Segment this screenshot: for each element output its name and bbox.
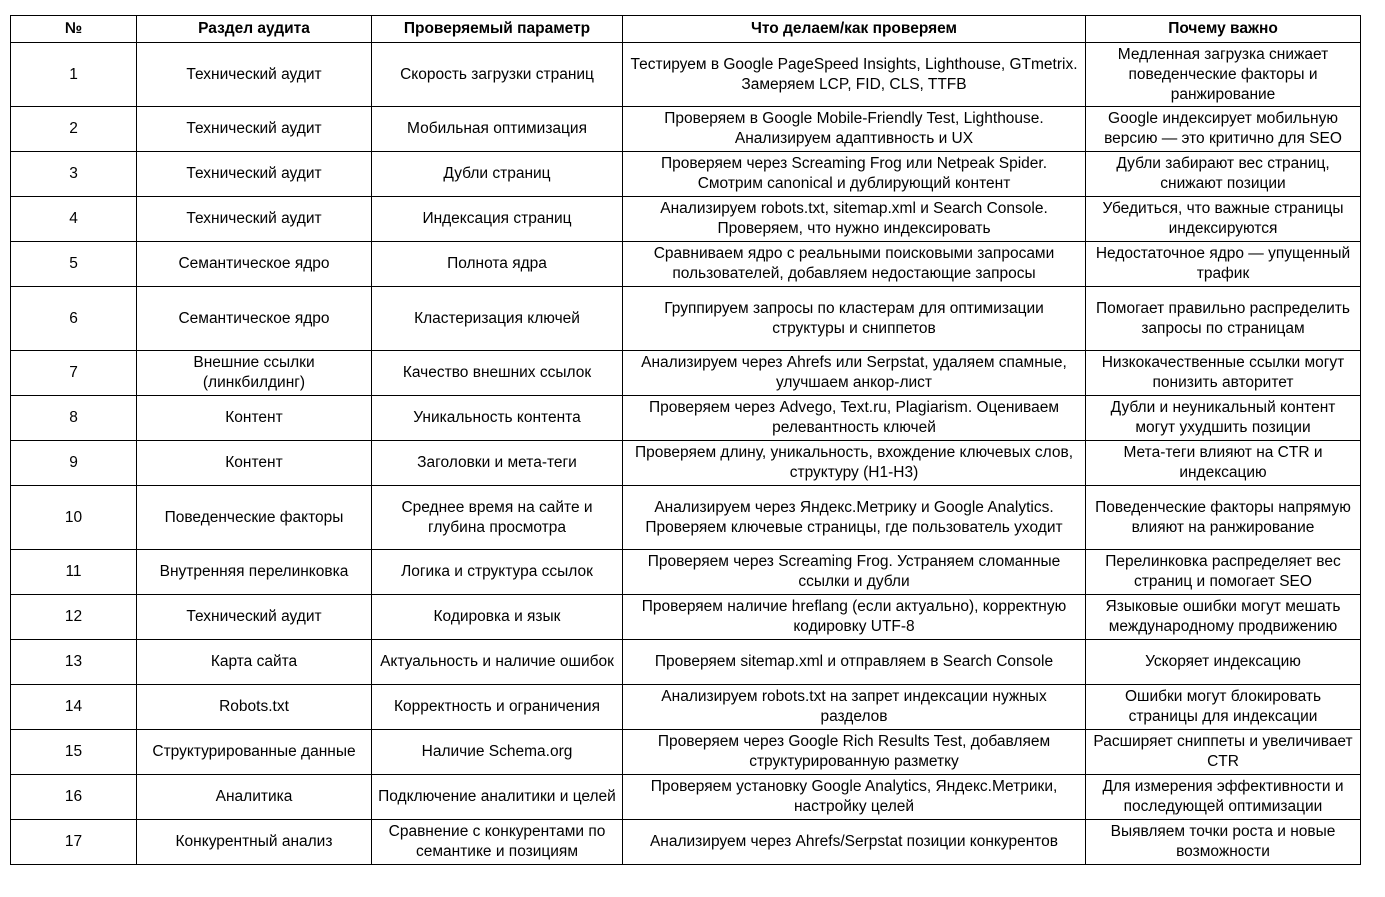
cell-number: 13 bbox=[11, 640, 137, 685]
cell-parameter: Заголовки и мета-теги bbox=[372, 441, 623, 486]
cell-number: 16 bbox=[11, 775, 137, 820]
cell-audit-section: Контент bbox=[137, 396, 372, 441]
cell-reason: Google индексирует мобильную версию — это критично для SEO bbox=[1086, 107, 1361, 152]
table-row bbox=[11, 351, 1361, 396]
table-row bbox=[11, 43, 1361, 107]
cell-parameter: Наличие Schema.org bbox=[372, 730, 623, 775]
cell-number: 11 bbox=[11, 550, 137, 595]
table-row bbox=[11, 595, 1361, 640]
cell-method: Сравниваем ядро с реальными поисковыми запросами пользователей, добавляем недостающие запросы bbox=[623, 242, 1086, 287]
cell-number: 7 bbox=[11, 351, 137, 396]
cell-parameter: Кластеризация ключей bbox=[372, 287, 623, 351]
cell-number: 5 bbox=[11, 242, 137, 287]
cell-parameter: Полнота ядра bbox=[372, 242, 623, 287]
cell-reason: Выявляем точки роста и новые возможности bbox=[1086, 820, 1361, 865]
cell-audit-section: Внешние ссылки (линкбилдинг) bbox=[137, 351, 372, 396]
cell-method: Проверяем через Google Rich Results Test, добавляем структурированную разметку bbox=[623, 730, 1086, 775]
cell-reason: Ошибки могут блокировать страницы для индексации bbox=[1086, 685, 1361, 730]
cell-method: Анализируем robots.txt, sitemap.xml и Search Console. Проверяем, что нужно индексировать bbox=[623, 197, 1086, 242]
table-row bbox=[11, 197, 1361, 242]
cell-method: Проверяем в Google Mobile-Friendly Test, Lighthouse. Анализируем адаптивность и UX bbox=[623, 107, 1086, 152]
cell-reason: Поведенческие факторы напрямую влияют на ранжирование bbox=[1086, 486, 1361, 550]
header-how-we-check: Что делаем/как проверяем bbox=[623, 16, 1086, 43]
table-row bbox=[11, 550, 1361, 595]
header-checked-parameter: Проверяемый параметр bbox=[372, 16, 623, 43]
cell-number: 9 bbox=[11, 441, 137, 486]
cell-reason: Мета-теги влияют на CTR и индексацию bbox=[1086, 441, 1361, 486]
cell-number: 12 bbox=[11, 595, 137, 640]
cell-audit-section: Структурированные данные bbox=[137, 730, 372, 775]
cell-parameter: Скорость загрузки страниц bbox=[372, 43, 623, 107]
cell-audit-section: Технический аудит bbox=[137, 107, 372, 152]
cell-reason: Расширяет сниппеты и увеличивает CTR bbox=[1086, 730, 1361, 775]
table-header-row bbox=[11, 16, 1361, 43]
cell-reason: Для измерения эффективности и последующей оптимизации bbox=[1086, 775, 1361, 820]
cell-parameter: Среднее время на сайте и глубина просмотра bbox=[372, 486, 623, 550]
table-row bbox=[11, 486, 1361, 550]
cell-method: Проверяем установку Google Analytics, Яндекс.Метрики, настройку целей bbox=[623, 775, 1086, 820]
header-audit-section: Раздел аудита bbox=[137, 16, 372, 43]
cell-audit-section: Конкурентный анализ bbox=[137, 820, 372, 865]
cell-method: Проверяем sitemap.xml и отправляем в Search Console bbox=[623, 640, 1086, 685]
cell-audit-section: Технический аудит bbox=[137, 152, 372, 197]
cell-audit-section: Карта сайта bbox=[137, 640, 372, 685]
cell-method: Тестируем в Google PageSpeed Insights, Lighthouse, GTmetrix. Замеряем LCP, FID, CLS, TTFB bbox=[623, 43, 1086, 107]
table-row bbox=[11, 685, 1361, 730]
cell-audit-section: Аналитика bbox=[137, 775, 372, 820]
table-row bbox=[11, 730, 1361, 775]
cell-parameter: Уникальность контента bbox=[372, 396, 623, 441]
cell-parameter: Кодировка и язык bbox=[372, 595, 623, 640]
cell-audit-section: Контент bbox=[137, 441, 372, 486]
cell-parameter: Корректность и ограничения bbox=[372, 685, 623, 730]
cell-reason: Убедиться, что важные страницы индексируются bbox=[1086, 197, 1361, 242]
cell-method: Проверяем через Advego, Text.ru, Plagiarism. Оцениваем релевантность ключей bbox=[623, 396, 1086, 441]
cell-method: Группируем запросы по кластерам для оптимизации структуры и сниппетов bbox=[623, 287, 1086, 351]
cell-parameter: Дубли страниц bbox=[372, 152, 623, 197]
table-row bbox=[11, 242, 1361, 287]
table-row bbox=[11, 820, 1361, 865]
cell-number: 14 bbox=[11, 685, 137, 730]
cell-parameter: Логика и структура ссылок bbox=[372, 550, 623, 595]
cell-audit-section: Технический аудит bbox=[137, 595, 372, 640]
table-row bbox=[11, 152, 1361, 197]
cell-number: 1 bbox=[11, 43, 137, 107]
cell-audit-section: Технический аудит bbox=[137, 43, 372, 107]
table-row bbox=[11, 441, 1361, 486]
cell-audit-section: Технический аудит bbox=[137, 197, 372, 242]
cell-number: 10 bbox=[11, 486, 137, 550]
cell-method: Анализируем через Ahrefs или Serpstat, удаляем спамные, улучшаем анкор-лист bbox=[623, 351, 1086, 396]
cell-number: 6 bbox=[11, 287, 137, 351]
cell-number: 3 bbox=[11, 152, 137, 197]
cell-reason: Медленная загрузка снижает поведенческие факторы и ранжирование bbox=[1086, 43, 1361, 107]
cell-reason: Недостаточное ядро — упущенный трафик bbox=[1086, 242, 1361, 287]
cell-reason: Помогает правильно распределить запросы по страницам bbox=[1086, 287, 1361, 351]
cell-reason: Дубли и неуникальный контент могут ухудшить позиции bbox=[1086, 396, 1361, 441]
cell-parameter: Актуальность и наличие ошибок bbox=[372, 640, 623, 685]
cell-audit-section: Robots.txt bbox=[137, 685, 372, 730]
cell-number: 2 bbox=[11, 107, 137, 152]
cell-parameter: Подключение аналитики и целей bbox=[372, 775, 623, 820]
seo-audit-table bbox=[10, 15, 1361, 865]
cell-parameter: Качество внешних ссылок bbox=[372, 351, 623, 396]
cell-audit-section: Семантическое ядро bbox=[137, 242, 372, 287]
header-number: № bbox=[11, 16, 137, 43]
cell-reason: Языковые ошибки могут мешать международному продвижению bbox=[1086, 595, 1361, 640]
table-row bbox=[11, 775, 1361, 820]
table-row bbox=[11, 287, 1361, 351]
cell-reason: Ускоряет индексацию bbox=[1086, 640, 1361, 685]
cell-number: 4 bbox=[11, 197, 137, 242]
cell-audit-section: Поведенческие факторы bbox=[137, 486, 372, 550]
cell-method: Проверяем длину, уникальность, вхождение ключевых слов, структуру (H1-H3) bbox=[623, 441, 1086, 486]
cell-method: Проверяем наличие hreflang (если актуально), корректную кодировку UTF-8 bbox=[623, 595, 1086, 640]
cell-method: Анализируем через Ahrefs/Serpstat позиции конкурентов bbox=[623, 820, 1086, 865]
cell-audit-section: Внутренняя перелинковка bbox=[137, 550, 372, 595]
cell-reason: Низкокачественные ссылки могут понизить авторитет bbox=[1086, 351, 1361, 396]
cell-method: Анализируем через Яндекс.Метрику и Google Analytics. Проверяем ключевые страницы, где пользователь уходит bbox=[623, 486, 1086, 550]
cell-number: 8 bbox=[11, 396, 137, 441]
cell-reason: Перелинковка распределяет вес страниц и помогает SEO bbox=[1086, 550, 1361, 595]
table-row bbox=[11, 107, 1361, 152]
cell-parameter: Индексация страниц bbox=[372, 197, 623, 242]
cell-number: 17 bbox=[11, 820, 137, 865]
table-row bbox=[11, 396, 1361, 441]
audit-table-sheet bbox=[10, 15, 1361, 865]
cell-audit-section: Семантическое ядро bbox=[137, 287, 372, 351]
cell-method: Проверяем через Screaming Frog или Netpeak Spider. Смотрим canonical и дублирующий контент bbox=[623, 152, 1086, 197]
header-why-important: Почему важно bbox=[1086, 16, 1361, 43]
cell-method: Проверяем через Screaming Frog. Устраняем сломанные ссылки и дубли bbox=[623, 550, 1086, 595]
cell-reason: Дубли забирают вес страниц, снижают позиции bbox=[1086, 152, 1361, 197]
cell-method: Анализируем robots.txt на запрет индексации нужных разделов bbox=[623, 685, 1086, 730]
cell-number: 15 bbox=[11, 730, 137, 775]
cell-parameter: Мобильная оптимизация bbox=[372, 107, 623, 152]
table-row bbox=[11, 640, 1361, 685]
cell-parameter: Сравнение с конкурентами по семантике и позициям bbox=[372, 820, 623, 865]
